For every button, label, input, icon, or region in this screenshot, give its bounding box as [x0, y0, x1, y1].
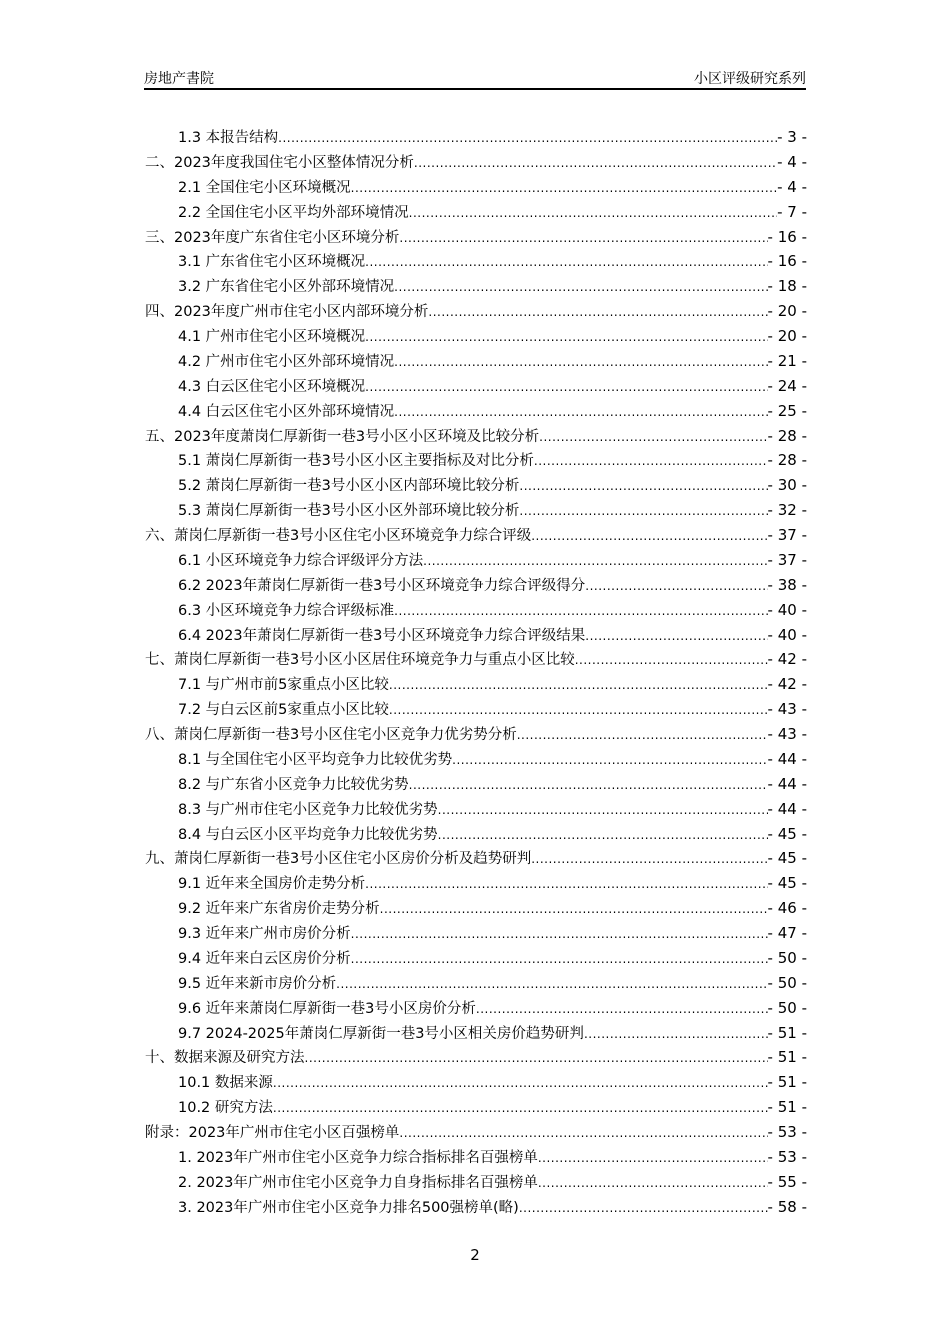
- toc-entry[interactable]: [145, 249, 807, 274]
- dot-leader: [394, 400, 767, 425]
- dot-leader: [394, 275, 767, 300]
- toc-entry[interactable]: [145, 747, 807, 772]
- toc-entry[interactable]: [145, 349, 807, 374]
- toc-entry-title[interactable]: 6.4 2023年萧岗仁厚新街一巷3号小区环境竞争力综合评级结果: [178, 627, 586, 644]
- dot-leader: [394, 599, 767, 624]
- dot-leader: [476, 997, 768, 1022]
- toc-entry-page[interactable]: - 24 -: [767, 376, 807, 395]
- page-header: [144, 66, 806, 90]
- dot-leader: [409, 201, 777, 226]
- toc-entry[interactable]: [145, 175, 807, 200]
- dot-leader: [278, 126, 777, 151]
- toc-entry-page[interactable]: - 45 -: [767, 849, 807, 868]
- toc-entry-title[interactable]: 9.1 近年来全国房价走势分析: [178, 876, 366, 893]
- toc-entry-page[interactable]: - 40 -: [767, 625, 807, 644]
- toc-entry-page[interactable]: - 43 -: [767, 725, 807, 743]
- dot-leader: [305, 1046, 768, 1071]
- dot-leader: [365, 325, 767, 350]
- toc-entry-title[interactable]: 9.7 2024-2025年萧岗仁厚新街一巷3号小区相关房价趋势研判: [178, 1025, 584, 1042]
- dot-leader: [519, 474, 767, 499]
- toc-entry[interactable]: [145, 822, 807, 847]
- header-publisher: 房地产書院: [144, 71, 214, 87]
- toc-entry-page[interactable]: - 20 -: [767, 302, 807, 321]
- toc-entry-page[interactable]: - 53 -: [767, 1147, 807, 1166]
- page-number: 2: [470, 1246, 480, 1264]
- toc-entry-page[interactable]: - 44 -: [767, 799, 807, 818]
- toc-entry[interactable]: [145, 523, 807, 548]
- dot-leader: [531, 524, 767, 549]
- dot-leader: [389, 673, 768, 698]
- toc-entry-page[interactable]: - 37 -: [767, 550, 807, 569]
- toc-entry-page[interactable]: - 53 -: [767, 1123, 807, 1141]
- toc-entry[interactable]: [145, 200, 807, 225]
- toc-entry[interactable]: [145, 697, 807, 722]
- toc-entry-title[interactable]: 2.2 全国住宅小区平均外部环境情况: [178, 204, 409, 221]
- toc-entry-page[interactable]: - 25 -: [767, 401, 807, 420]
- toc-entry-title[interactable]: 九、萧岗仁厚新街一巷3号小区住宅小区房价分析及趋势研判: [145, 851, 532, 868]
- toc-entry-page[interactable]: - 32 -: [767, 501, 807, 520]
- toc-entry-title[interactable]: 4.3 白云区住宅小区环境概况: [178, 378, 366, 395]
- toc-entry-title[interactable]: 3.1 广东省住宅小区环境概况: [178, 254, 366, 271]
- toc-entry-title[interactable]: 六、萧岗仁厚新街一巷3号小区住宅小区环境竞争力综合评级: [145, 528, 532, 544]
- toc-entry-page[interactable]: - 45 -: [767, 874, 807, 893]
- dot-leader: [538, 1146, 768, 1171]
- toc-entry[interactable]: [145, 150, 807, 175]
- toc-entry-page[interactable]: - 37 -: [767, 526, 807, 544]
- toc-entry[interactable]: [145, 921, 807, 946]
- toc-entry-page[interactable]: - 16 -: [767, 227, 807, 246]
- dot-leader: [414, 151, 777, 176]
- toc-entry-title[interactable]: 2. 2023年广州市住宅小区竞争力自身指标排名百强榜单: [178, 1174, 538, 1191]
- toc-entry[interactable]: [145, 274, 807, 299]
- dot-leader: [365, 250, 767, 275]
- dot-leader: [519, 499, 767, 524]
- toc-entry[interactable]: [145, 1195, 807, 1220]
- toc-entry[interactable]: [145, 896, 807, 921]
- toc-entry-page[interactable]: - 28 -: [767, 426, 807, 445]
- header-series: 小区评级研究系列: [694, 71, 806, 87]
- dot-leader: [539, 425, 767, 450]
- toc-entry-title[interactable]: 6.3 小区环境竞争力综合评级标准: [178, 602, 395, 619]
- toc-entry[interactable]: [145, 448, 807, 473]
- toc-entry[interactable]: [145, 1095, 807, 1120]
- toc-entry-title[interactable]: 2.1 全国住宅小区环境概况: [178, 179, 351, 196]
- toc-entry[interactable]: [145, 996, 807, 1021]
- dot-leader: [585, 624, 767, 649]
- toc-entry[interactable]: [145, 424, 807, 449]
- toc-entry[interactable]: [145, 946, 807, 971]
- toc-entry-page[interactable]: - 20 -: [767, 327, 807, 345]
- toc-entry-page[interactable]: - 18 -: [767, 277, 807, 296]
- toc-entry[interactable]: [145, 623, 807, 648]
- toc-entry[interactable]: [145, 772, 807, 797]
- toc-entry[interactable]: [145, 473, 807, 498]
- toc-entry-page[interactable]: - 42 -: [767, 650, 807, 669]
- toc-entry-page[interactable]: - 7 -: [777, 202, 807, 221]
- toc-entry-title[interactable]: 4.1 广州市住宅小区环境概况: [178, 329, 366, 345]
- dot-leader: [438, 798, 768, 823]
- toc-entry-title[interactable]: 9.4 近年来白云区房价分析: [178, 950, 351, 967]
- toc-entry-title[interactable]: 4.2 广州市住宅小区外部环境情况: [178, 353, 395, 370]
- toc-entry[interactable]: [145, 797, 807, 822]
- toc-entry[interactable]: [145, 598, 807, 623]
- dot-leader: [351, 922, 768, 947]
- toc-entry-page[interactable]: - 45 -: [767, 824, 807, 843]
- toc-entry-page[interactable]: - 4 -: [777, 177, 807, 196]
- toc-entry[interactable]: [145, 672, 807, 697]
- toc-entry-title[interactable]: 四、2023年度广州市住宅小区内部环境分析: [145, 304, 429, 321]
- toc-entry-page[interactable]: - 44 -: [767, 749, 807, 768]
- dot-leader: [351, 176, 777, 201]
- dot-leader: [389, 698, 768, 723]
- toc-entry-title[interactable]: 5.1 萧岗仁厚新街一巷3号小区小区主要指标及对比分析: [178, 453, 534, 470]
- dot-leader: [380, 897, 768, 922]
- dot-leader: [399, 1121, 767, 1146]
- toc-entry-title[interactable]: 八、萧岗仁厚新街一巷3号小区住宅小区竞争力优劣势分析: [145, 727, 517, 743]
- toc-entry-page[interactable]: - 46 -: [767, 899, 807, 918]
- toc-entry[interactable]: [145, 548, 807, 573]
- toc-entry-title[interactable]: 6.1 小区环境竞争力综合评级评分方法: [178, 552, 424, 569]
- toc-entry[interactable]: [145, 1045, 807, 1070]
- toc-entry-title[interactable]: 附录：2023年广州市住宅小区百强榜单: [145, 1125, 400, 1141]
- toc-entry-title[interactable]: 10.2 研究方法: [178, 1100, 273, 1117]
- toc-entry[interactable]: [145, 299, 807, 324]
- toc-entry[interactable]: [145, 1120, 807, 1145]
- toc-entry-page[interactable]: - 50 -: [767, 948, 807, 967]
- toc-entry[interactable]: [145, 1170, 807, 1195]
- toc-entry[interactable]: [145, 846, 807, 871]
- toc-entry-title[interactable]: 4.4 白云区住宅小区外部环境情况: [178, 403, 395, 420]
- toc-entry-page[interactable]: - 50 -: [767, 998, 807, 1017]
- toc-entry[interactable]: [145, 324, 807, 349]
- toc-entry-page[interactable]: - 16 -: [767, 252, 807, 271]
- toc-entry-page[interactable]: - 28 -: [767, 451, 807, 470]
- toc-entry[interactable]: [145, 125, 807, 150]
- toc-entry-title[interactable]: 9.2 近年来广东省房价走势分析: [178, 901, 380, 918]
- dot-leader: [273, 1096, 768, 1121]
- toc-entry-page[interactable]: - 51 -: [767, 1073, 807, 1092]
- dot-leader: [584, 1022, 768, 1047]
- dot-leader: [399, 226, 767, 251]
- toc-entry[interactable]: [145, 498, 807, 523]
- toc-entry-page[interactable]: - 47 -: [767, 924, 807, 942]
- toc-entry-page[interactable]: - 21 -: [767, 351, 807, 370]
- toc-entry-page[interactable]: - 51 -: [767, 1023, 807, 1042]
- dot-leader: [585, 574, 767, 599]
- toc-entry-title[interactable]: 9.5 近年来新市房价分析: [178, 975, 337, 992]
- table-of-contents: [145, 125, 807, 1220]
- toc-entry-title[interactable]: 二、2023年度我国住宅小区整体情况分析: [145, 154, 414, 171]
- toc-entry[interactable]: [145, 225, 807, 250]
- dot-leader: [409, 773, 768, 798]
- toc-entry-title[interactable]: 5.2 萧岗仁厚新街一巷3号小区小区内部环境比较分析: [178, 478, 520, 495]
- toc-entry-title[interactable]: 3. 2023年广州市住宅小区竞争力排名500强榜单(略): [178, 1199, 519, 1216]
- toc-entry[interactable]: [145, 871, 807, 896]
- toc-entry-title[interactable]: 1.3 本报告结构: [178, 130, 279, 146]
- toc-entry-page[interactable]: - 55 -: [767, 1172, 807, 1191]
- toc-entry-page[interactable]: - 50 -: [767, 973, 807, 992]
- toc-entry-page[interactable]: - 40 -: [767, 600, 807, 619]
- toc-entry-title[interactable]: 五、2023年度萧岗仁厚新街一巷3号小区小区环境及比较分析: [145, 428, 540, 445]
- toc-entry-page[interactable]: - 44 -: [767, 774, 807, 793]
- toc-entry[interactable]: [145, 374, 807, 399]
- toc-entry-title[interactable]: 1. 2023年广州市住宅小区竞争力综合指标排名百强榜单: [178, 1149, 538, 1166]
- toc-entry-title[interactable]: 8.3 与广州市住宅小区竞争力比较优劣势: [178, 801, 438, 818]
- toc-entry[interactable]: [145, 399, 807, 424]
- dot-leader: [575, 648, 768, 673]
- dot-leader: [273, 1071, 768, 1096]
- dot-leader: [365, 872, 767, 897]
- toc-entry[interactable]: [145, 1021, 807, 1046]
- toc-entry-page[interactable]: - 43 -: [767, 700, 807, 719]
- toc-entry-page[interactable]: - 3 -: [777, 128, 807, 146]
- dot-leader: [428, 300, 767, 325]
- toc-entry-title[interactable]: 十、数据来源及研究方法: [145, 1050, 305, 1067]
- toc-entry[interactable]: [145, 1070, 807, 1095]
- toc-entry-title[interactable]: 10.1 数据来源: [178, 1075, 273, 1092]
- toc-entry[interactable]: [145, 722, 807, 747]
- toc-entry-page[interactable]: - 58 -: [767, 1197, 807, 1216]
- toc-entry-page[interactable]: - 42 -: [767, 675, 807, 694]
- toc-entry-page[interactable]: - 38 -: [767, 575, 807, 594]
- toc-entry-title[interactable]: 7.2 与白云区前5家重点小区比较: [178, 702, 389, 719]
- toc-entry-title[interactable]: 7.1 与广州市前5家重点小区比较: [178, 677, 389, 694]
- toc-entry-title[interactable]: 3.2 广东省住宅小区外部环境情况: [178, 279, 395, 296]
- toc-entry-page[interactable]: - 30 -: [767, 476, 807, 495]
- toc-entry[interactable]: [145, 573, 807, 598]
- dot-leader: [394, 350, 767, 375]
- toc-entry-title[interactable]: 5.3 萧岗仁厚新街一巷3号小区小区外部环境比较分析: [178, 503, 520, 520]
- toc-entry-title[interactable]: 6.2 2023年萧岗仁厚新街一巷3号小区环境竞争力综合评级得分: [178, 577, 586, 594]
- toc-entry-title[interactable]: 9.3 近年来广州市房价分析: [178, 926, 351, 942]
- toc-entry-page[interactable]: - 4 -: [777, 152, 807, 171]
- toc-entry-title[interactable]: 七、萧岗仁厚新街一巷3号小区小区居住环境竞争力与重点小区比较: [145, 652, 575, 669]
- dot-leader: [534, 449, 768, 474]
- dot-leader: [351, 947, 768, 972]
- dot-leader: [517, 723, 768, 748]
- dot-leader: [452, 748, 767, 773]
- dot-leader: [438, 823, 768, 848]
- toc-entry-title[interactable]: 三、2023年度广东省住宅小区环境分析: [145, 229, 400, 246]
- toc-entry-title[interactable]: 8.1 与全国住宅小区平均竞争力比较优劣势: [178, 751, 453, 768]
- dot-leader: [519, 1196, 768, 1221]
- toc-entry-title[interactable]: 8.2 与广东省小区竞争力比较优劣势: [178, 776, 409, 793]
- toc-entry-title[interactable]: 8.4 与白云区小区平均竞争力比较优劣势: [178, 826, 438, 843]
- toc-entry-title[interactable]: 9.6 近年来萧岗仁厚新街一巷3号小区房价分析: [178, 1000, 476, 1017]
- dot-leader: [538, 1171, 768, 1196]
- toc-entry-page[interactable]: - 51 -: [767, 1098, 807, 1117]
- dot-leader: [336, 972, 767, 997]
- toc-entry[interactable]: [145, 647, 807, 672]
- toc-entry[interactable]: [145, 971, 807, 996]
- toc-entry-page[interactable]: - 51 -: [767, 1048, 807, 1067]
- toc-entry[interactable]: [145, 1145, 807, 1170]
- dot-leader: [531, 847, 767, 872]
- dot-leader: [423, 549, 767, 574]
- dot-leader: [365, 375, 767, 400]
